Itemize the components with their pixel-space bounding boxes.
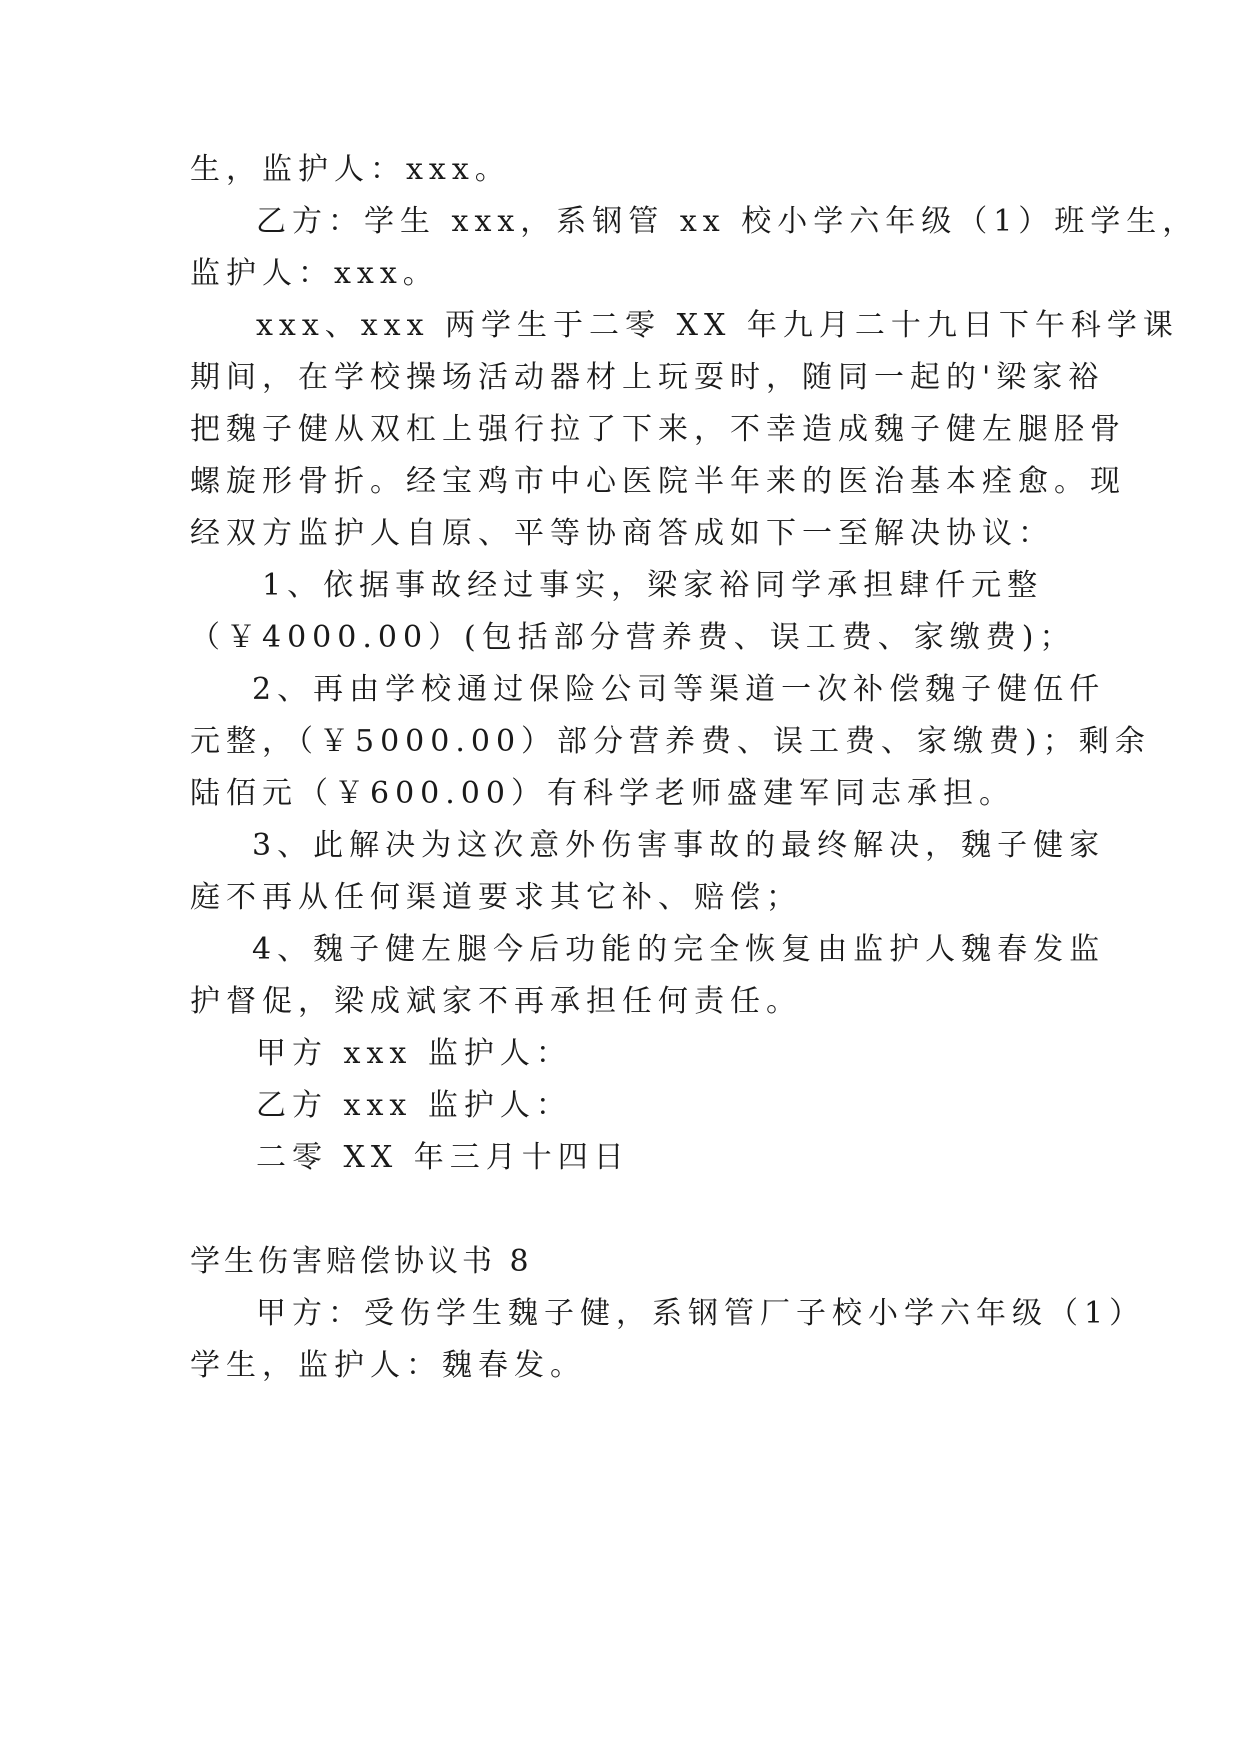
paragraph-line: 把魏子健从双杠上强行拉了下来，不幸造成魏子健左腿胫骨 — [190, 412, 1126, 447]
clause-1-line: 1、依据事故经过事实，梁家裕同学承担肆仟元整 — [262, 568, 1044, 603]
paragraph-line: （￥4000.00）(包括部分营养费、误工费、家缴费)； — [190, 620, 1076, 655]
clause-2-line: 2、再由学校通过保险公司等渠道一次补偿魏子健伍仟 — [252, 672, 1106, 707]
signature-date: 二零 XX 年三月十四日 — [256, 1140, 630, 1175]
signature-party-a: 甲方 xxx 监护人： — [256, 1036, 572, 1071]
paragraph-line: 乙方：学生 xxx，系钢管 xx 校小学六年级（1）班学生， — [256, 204, 1199, 239]
paragraph-line: 经双方监护人自原、平等协商答成如下一至解决协议： — [190, 516, 1054, 551]
paragraph-line: 螺旋形骨折。经宝鸡市中心医院半年来的医治基本痊愈。现 — [190, 464, 1126, 499]
paragraph-line: 期间，在学校操场活动器材上玩耍时，随同一起的'梁家裕 — [190, 360, 1105, 395]
clause-4-line: 4、魏子健左腿今后功能的完全恢复由监护人魏春发监 — [252, 932, 1106, 967]
signature-party-b: 乙方 xxx 监护人： — [256, 1088, 572, 1123]
paragraph-line: 庭不再从任何渠道要求其它补、赔偿； — [190, 880, 802, 915]
paragraph-line: 生，监护人：xxx。 — [190, 152, 511, 187]
section-title: 学生伤害赔偿协议书 8 — [190, 1244, 533, 1279]
paragraph-line: xxx、xxx 两学生于二零 XX 年九月二十九日下午科学课 — [256, 308, 1179, 343]
paragraph-line: 元整，（￥5000.00）部分营养费、误工费、家缴费)；剩余 — [190, 724, 1151, 759]
paragraph-line: 陆佰元（￥600.00）有科学老师盛建军同志承担。 — [190, 776, 1015, 811]
paragraph-line: 护督促，梁成斌家不再承担任何责任。 — [190, 984, 802, 1019]
clause-3-line: 3、此解决为这次意外伤害事故的最终解决，魏子健家 — [252, 828, 1106, 863]
paragraph-line: 学生，监护人：魏春发。 — [190, 1348, 586, 1383]
paragraph-line: 监护人：xxx。 — [190, 256, 439, 291]
paragraph-line: 甲方：受伤学生魏子健，系钢管厂子校小学六年级（1） — [256, 1296, 1146, 1331]
